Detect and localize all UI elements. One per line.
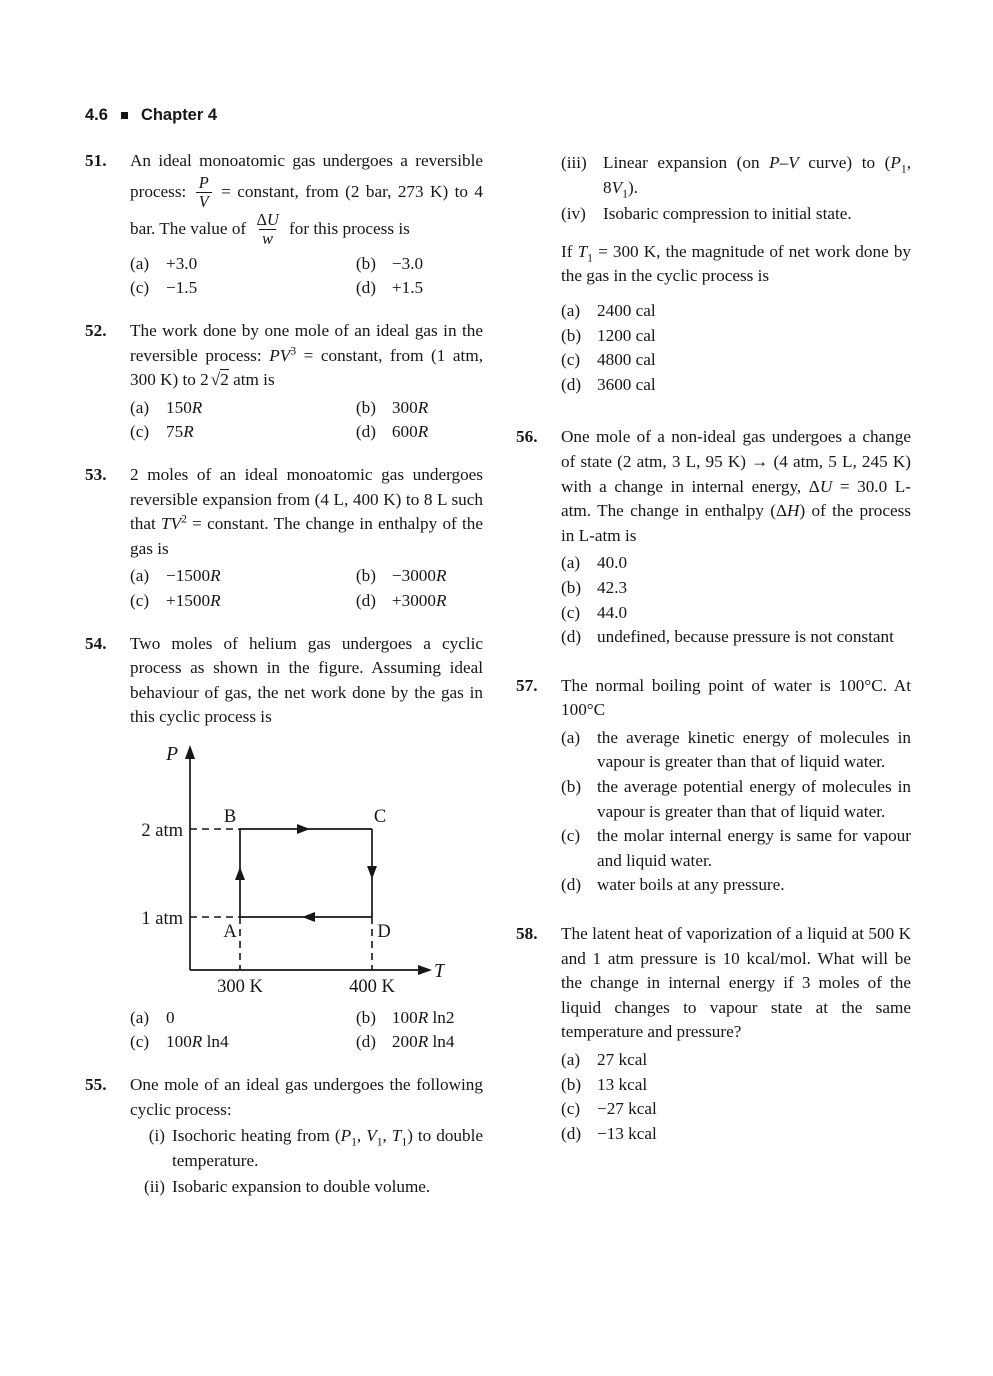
- option-text: undefined, because pressure is not constant: [597, 627, 894, 647]
- y-axis-arrow-icon: [185, 745, 195, 759]
- option-b: [561, 1073, 911, 1098]
- option-text: 600R: [391, 422, 429, 442]
- question-57-options: [561, 726, 911, 898]
- option-text: 27 kcal: [597, 1050, 648, 1069]
- question-55-options: [561, 299, 911, 397]
- option-label: (b): [561, 577, 582, 597]
- option-text: 200R ln4: [391, 1032, 455, 1052]
- option-c: [561, 1097, 911, 1122]
- option-text: 42.3: [597, 577, 628, 597]
- option-label: (a): [130, 566, 150, 586]
- option-label: (c): [130, 1032, 150, 1052]
- item-label: (iii): [561, 153, 587, 172]
- option-label: (b): [561, 325, 582, 345]
- option-text: the molar internal energy is same for vapour and liquid water.: [597, 826, 911, 870]
- question-56-options: [561, 551, 911, 649]
- pt-diagram-figure: [130, 740, 483, 998]
- option-c: [130, 420, 356, 445]
- option-a: [130, 1006, 356, 1031]
- y-tick-2atm: 2 atm: [141, 820, 183, 841]
- option-b: [356, 396, 483, 421]
- option-b: [561, 576, 911, 601]
- option-label: (d): [355, 590, 376, 610]
- question-number: 55.: [85, 1075, 107, 1095]
- option-text: −3000R: [391, 566, 447, 586]
- option-label: (b): [355, 566, 376, 586]
- question-52: [85, 319, 483, 445]
- option-label: (a): [561, 300, 581, 320]
- question-54-options: [130, 1006, 483, 1055]
- option-text: +1500R: [166, 590, 221, 610]
- question-58: [516, 922, 911, 1146]
- question-58-options: [561, 1048, 911, 1146]
- list-item-iv: [561, 202, 911, 227]
- option-b: [561, 324, 911, 349]
- option-text: 3600 cal: [597, 374, 656, 394]
- x-tick-400K: 400 K: [349, 976, 395, 997]
- option-text: −3.0: [391, 253, 424, 273]
- item-text: Isobaric compression to initial state.: [603, 204, 852, 224]
- square-bullet-icon: [121, 112, 128, 119]
- option-d: [356, 1030, 483, 1055]
- option-d: [561, 373, 911, 398]
- item-label: (ii): [144, 1177, 165, 1197]
- option-text: +1.5: [391, 278, 424, 298]
- question-53-options: [130, 564, 483, 613]
- option-text: 150R: [166, 397, 203, 417]
- x-axis-label: T: [434, 960, 445, 982]
- option-text: 4800 cal: [597, 350, 656, 370]
- option-label: (d): [561, 627, 582, 647]
- chapter-title: Chapter 4: [140, 106, 218, 124]
- point-label-B: B: [223, 806, 237, 827]
- option-text: 100R ln4: [166, 1032, 229, 1052]
- option-a: [130, 564, 356, 589]
- option-label: (b): [355, 253, 376, 273]
- option-label: (c): [130, 278, 150, 298]
- question-52-options: [130, 396, 483, 445]
- question-54: [85, 632, 483, 1056]
- item-text: Isobaric expansion to double volume.: [172, 1177, 431, 1197]
- option-a: [130, 252, 356, 277]
- point-label-D: D: [377, 921, 391, 942]
- question-51-options: [130, 252, 483, 301]
- option-label: (a): [130, 1007, 150, 1027]
- question-number: 52.: [85, 320, 107, 340]
- option-text: the average kinetic energy of molecules in vapour is greater than that of liquid water.: [597, 727, 911, 772]
- option-text: −13 kcal: [597, 1123, 657, 1143]
- item-text: Isochoric heating from ($P_1$, $V_1$, $T_1$) to double temperature.: [172, 1126, 484, 1170]
- y-axis-label: P: [166, 743, 178, 765]
- question-number: 58.: [516, 924, 538, 944]
- question-51: [85, 149, 483, 301]
- option-text: 0: [166, 1007, 175, 1027]
- option-a: [561, 726, 911, 775]
- option-text: 75R: [166, 422, 194, 442]
- option-text: +3000R: [391, 590, 447, 610]
- option-text: 2400 cal: [597, 300, 656, 320]
- question-body: An ideal monoatomic gas undergoes a reversible process: $\frac{P}{V}$ = constant, from (2 bar, 273 K) to 4 bar. The value of $\frac{\Delta U}{w}$ for this process is: [130, 151, 483, 249]
- option-b: [561, 775, 911, 824]
- option-text: 1200 cal: [597, 325, 656, 345]
- option-text: 100R ln2: [391, 1007, 455, 1027]
- option-label: (b): [355, 1007, 376, 1027]
- x-tick-300K: 300 K: [217, 976, 263, 997]
- option-text: 13 kcal: [597, 1074, 648, 1094]
- option-label: (c): [130, 422, 150, 442]
- question-56: [516, 425, 911, 649]
- option-text: −1500R: [166, 566, 221, 586]
- item-label: (i): [148, 1126, 165, 1146]
- question-body: One mole of a non-ideal gas undergoes a change of state (2 atm, 3 L, 95 K) → (4 atm, 5 L, 245 K) with a change in internal energy, ΔU = 30.0 L-atm. The change in enthalpy (ΔH) of the process in L-atm is: [561, 427, 911, 545]
- option-d: [561, 873, 911, 898]
- option-d: [561, 625, 911, 650]
- option-a: [130, 396, 356, 421]
- list-item-iii: [561, 151, 911, 200]
- list-item-ii: [130, 1175, 483, 1200]
- question-number: 51.: [85, 151, 107, 170]
- question-55-steps-continued: [561, 151, 911, 227]
- option-label: (d): [561, 374, 582, 394]
- point-label-C: C: [373, 806, 387, 827]
- option-text: 300R: [391, 397, 429, 417]
- option-label: (d): [355, 278, 376, 298]
- question-55-note: If $T_1 = 300$ K, the magnitude of net work done by the gas in the cyclic process is: [561, 241, 912, 286]
- option-b: [356, 1006, 483, 1031]
- option-text: −27 kcal: [597, 1099, 657, 1119]
- question-55: [85, 1073, 483, 1200]
- option-label: (c): [561, 350, 581, 370]
- option-label: (a): [561, 553, 581, 573]
- option-a: [561, 551, 911, 576]
- arrow-right-icon: [297, 824, 310, 834]
- question-55-continuation: [561, 151, 911, 397]
- option-d: [356, 420, 483, 445]
- question-number: 53.: [85, 464, 107, 484]
- page-number: 4.6: [85, 106, 108, 124]
- option-text: 40.0: [597, 553, 628, 573]
- point-label-A: A: [223, 921, 237, 942]
- list-item-i: [130, 1124, 483, 1173]
- option-label: (b): [561, 777, 582, 797]
- question-number: 57.: [516, 675, 538, 695]
- page-header: [85, 104, 217, 128]
- question-number: 54.: [85, 633, 107, 653]
- option-c: [130, 276, 356, 301]
- question-body: The latent heat of vaporization of a liquid at 500 K and 1 atm pressure is 10 kcal/mol. What will be the change in internal energy if 3 moles of the liquid changes to vapour state at the same temperature and pressure?: [561, 924, 911, 1042]
- option-a: [561, 299, 911, 324]
- y-tick-1atm: 1 atm: [141, 908, 183, 929]
- question-number: 56.: [516, 427, 538, 447]
- question-body: Two moles of helium gas undergoes a cyclic process as shown in the figure. Assuming ideal behaviour of gas, the net work done by the gas in this cyclic process is: [130, 633, 483, 727]
- option-d: [356, 276, 483, 301]
- option-label: (c): [561, 1099, 581, 1119]
- option-text: +3.0: [166, 253, 198, 273]
- option-d: [356, 589, 483, 614]
- option-c: [130, 1030, 356, 1055]
- option-text: 44.0: [597, 602, 628, 622]
- question-53: [85, 463, 483, 614]
- option-text: water boils at any pressure.: [597, 875, 785, 895]
- option-label: (b): [355, 397, 376, 417]
- option-label: (d): [355, 1032, 376, 1052]
- option-label: (d): [561, 875, 582, 895]
- option-text: −1.5: [166, 278, 198, 298]
- question-body: The normal boiling point of water is 100°C. At 100°C: [561, 675, 911, 720]
- item-label: (iv): [561, 204, 586, 224]
- question-body: 2 moles of an ideal monoatomic gas undergoes reversible expansion from (4 L, 400 K) to 8 L such that $TV^2$ = constant. The change in enthalpy of the gas is: [130, 464, 483, 558]
- option-label: (b): [561, 1074, 582, 1094]
- option-b: [356, 564, 483, 589]
- option-label: (d): [355, 422, 376, 442]
- option-c: [561, 348, 911, 373]
- option-label: (a): [561, 727, 581, 747]
- option-label: (c): [561, 602, 581, 622]
- option-label: (a): [561, 1050, 581, 1069]
- right-column: [516, 149, 911, 1170]
- option-label: (d): [561, 1123, 582, 1143]
- arrow-left-icon: [302, 912, 315, 922]
- option-label: (a): [130, 253, 150, 273]
- option-d: [561, 1122, 911, 1147]
- option-label: (a): [130, 397, 150, 417]
- question-55-steps: [130, 1124, 483, 1200]
- question-body: One mole of an ideal gas undergoes the following cyclic process:: [130, 1075, 483, 1119]
- arrow-up-icon: [235, 867, 245, 880]
- left-column: [85, 149, 483, 1218]
- option-label: (c): [130, 590, 150, 610]
- question-body: The work done by one mole of an ideal gas in the reversible process: $PV^3$ = constant, from (1 atm, 300 K) to 2 √2 atm is: [130, 320, 483, 390]
- option-b: [356, 252, 483, 277]
- option-c: [130, 589, 356, 614]
- option-a: [561, 1048, 911, 1073]
- option-c: [561, 601, 911, 626]
- item-text: Linear expansion (on P–V curve) to ($P_1$, $8V_1$).: [603, 153, 911, 201]
- arrow-down-icon: [367, 866, 377, 879]
- option-text: the average potential energy of molecules in vapour is greater than that of liquid water.: [597, 777, 911, 821]
- option-label: (c): [561, 826, 581, 846]
- x-axis-arrow-icon: [418, 965, 432, 975]
- question-57: [516, 674, 911, 898]
- option-c: [561, 824, 911, 873]
